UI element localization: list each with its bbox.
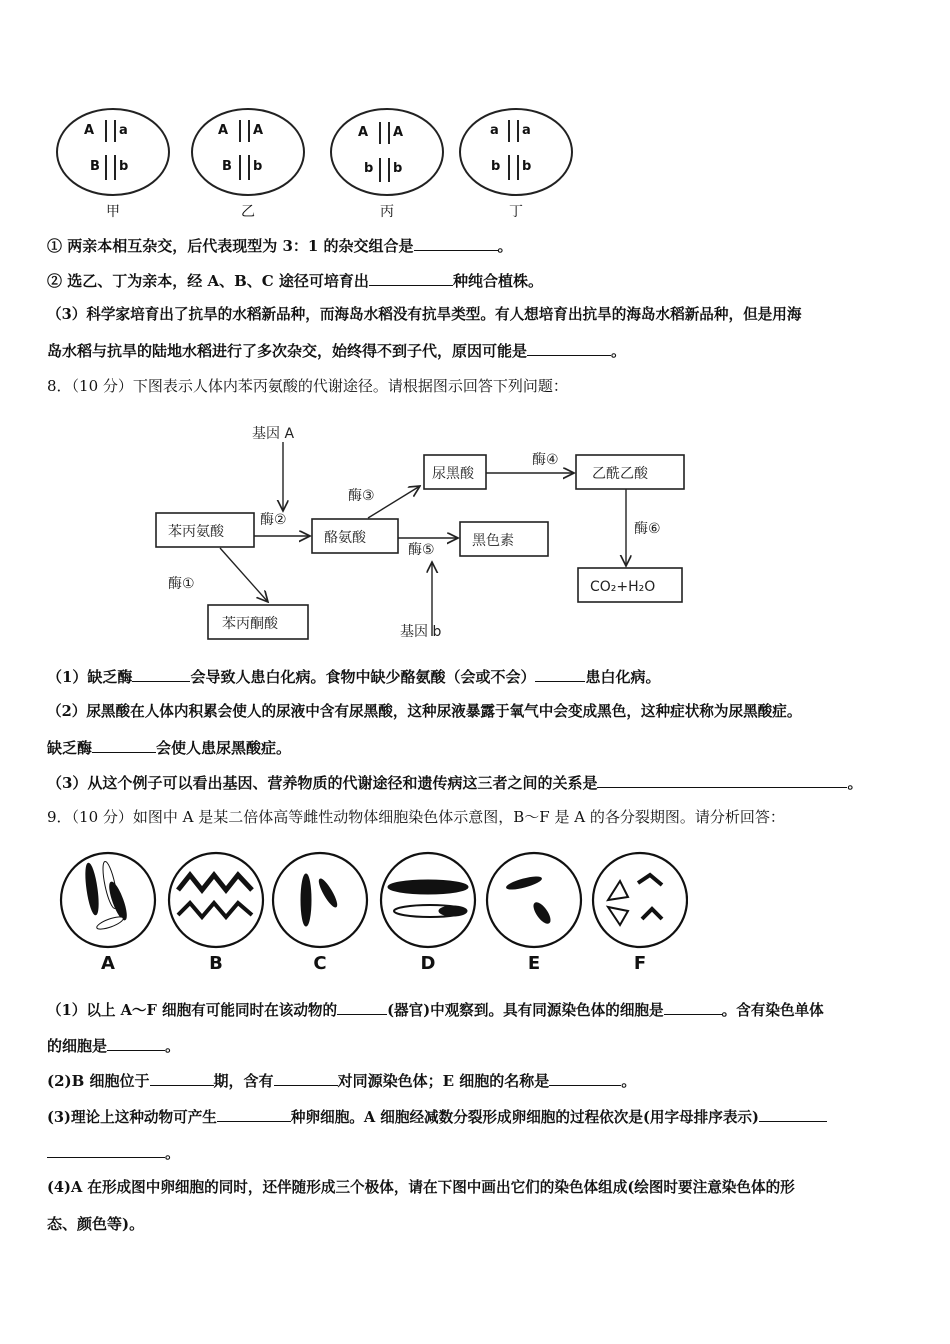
q8-q1-a: （1）缺乏酶 <box>47 668 133 686</box>
q9-q1-b: (器官)中观察到。具有同源染色体的细胞是 <box>387 1002 664 1019</box>
q9-title <box>47 807 785 827</box>
q8-q3 <box>47 773 862 793</box>
cell4-top-left: a <box>490 123 499 138</box>
q9-q1-e: 。 <box>165 1037 181 1055</box>
cell-label-f: F <box>633 953 647 974</box>
label-co2: CO₂+H₂O <box>590 579 656 595</box>
answer-blank[interactable] <box>414 236 498 251</box>
label-ppa: 苯丙酮酸 <box>222 616 278 632</box>
label-hga: 尿黑酸 <box>432 466 474 482</box>
answer-blank[interactable] <box>535 667 585 682</box>
answer-blank[interactable] <box>132 667 190 682</box>
cell3-top-left: A <box>358 125 369 140</box>
q9-q2 <box>47 1071 636 1091</box>
q7-line1 <box>47 236 513 256</box>
q7-l1-text: ① 两亲本相互杂交，后代表现型为 3：1 的杂交组合是 <box>47 237 414 255</box>
cell1-bottom-left: B <box>90 159 100 174</box>
q9-q3-c: 。 <box>165 1144 181 1162</box>
q8-q1-c: 患白化病。 <box>585 668 661 686</box>
cell4-top-right: a <box>522 123 531 138</box>
cell3-bottom-left: b <box>364 161 374 176</box>
q9-q3-a: (3)理论上这种动物可产生 <box>47 1109 217 1126</box>
cell4-caption: 丁 <box>509 204 523 220</box>
q8-q2a: （2）尿黑酸在人体内积累会使人的尿液中含有尿黑酸，这种尿液暴露于氧气中会变成黑色，这种症状称为尿黑酸症。 <box>47 703 802 720</box>
cell4-bottom-right: b <box>522 159 532 174</box>
answer-blank[interactable] <box>664 1000 722 1015</box>
label-e3: 酶③ <box>348 488 375 504</box>
q7-l2-text: ② 选乙、丁为亲本，经 A、B、C 途径可培育出 <box>47 272 369 290</box>
q7-l4-end: 。 <box>611 342 627 360</box>
answer-blank[interactable] <box>369 271 453 286</box>
q8-q3-b: 。 <box>847 774 863 792</box>
q9-q2-d: 。 <box>621 1072 637 1090</box>
cell3-top-right: A <box>393 125 404 140</box>
answer-blank[interactable] <box>337 1000 387 1015</box>
cell-division-figure <box>58 845 688 975</box>
phenylalanine-pathway-diagram <box>150 418 695 648</box>
answer-blank[interactable] <box>92 738 156 753</box>
q9-q1-c: 。含有染色单体 <box>721 1002 824 1019</box>
q8-q2-b: 缺乏酶 <box>47 739 93 757</box>
cell2-caption: 乙 <box>241 204 255 220</box>
cell-label-e: E <box>527 953 541 974</box>
q9-q2-c: 对同源染色体；E 细胞的名称是 <box>337 1072 550 1090</box>
label-e4: 酶④ <box>532 452 559 468</box>
arrow-tyr-hga <box>368 486 420 518</box>
q7-line2 <box>47 271 543 291</box>
q8-q3-a: （3）从这个例子可以看出基因、营养物质的代谢途径和遗传病这三者之间的关系是 <box>47 774 598 792</box>
cell-label-a: A <box>101 953 115 974</box>
q7-l2-end: 种纯合植株。 <box>452 272 543 290</box>
answer-blank[interactable] <box>217 1107 291 1122</box>
label-e5: 酶⑤ <box>408 542 435 558</box>
cell2-bottom-right: b <box>253 159 263 174</box>
q9-q1b <box>47 1036 180 1056</box>
label-phe: 苯丙氨酸 <box>168 524 224 540</box>
q9-q1a <box>47 1000 824 1021</box>
genotype-cells-figure <box>50 100 590 222</box>
cell3-caption: 丙 <box>380 204 394 220</box>
q9-q4a: (4)A 在形成图中卵细胞的同时，还伴随形成三个极体，请在下图中画出它们的染色体组成(绘图时要注意染色体的形 <box>47 1179 795 1196</box>
arrow-phe-ppa <box>220 548 268 602</box>
cell4-bottom-left: b <box>491 159 501 174</box>
answer-blank[interactable] <box>527 341 611 356</box>
q9-q2-a: (2)B 细胞位于 <box>47 1072 150 1090</box>
answer-blank[interactable] <box>47 1143 165 1158</box>
q9-q1-a: （1）以上 A～F 细胞有可能同时在该动物的 <box>47 1002 338 1019</box>
label-e6: 酶⑥ <box>634 521 661 537</box>
label-melanin: 黑色素 <box>472 533 514 549</box>
cell2-top-right: A <box>253 123 264 138</box>
cell1-top-right: a <box>119 123 128 138</box>
q8-q1-b: 会导致人患白化病。食物中缺少酪氨酸（会或不会） <box>190 668 536 686</box>
cell3-bottom-right: b <box>393 161 403 176</box>
q8-title: 8．（10 分）下图表示人体内苯丙氨酸的代谢途径。请根据图示回答下列问题： <box>47 377 568 395</box>
label-gene-b: 基因 b <box>400 624 442 640</box>
q7-l4-text: 岛水稻与抗旱的陆地水稻进行了多次杂交，始终得不到子代，原因可能是 <box>47 342 528 360</box>
cell-label-d: D <box>420 953 436 974</box>
q8-q1 <box>47 667 660 687</box>
q9-q3-cont <box>47 1143 180 1163</box>
label-e2: 酶② <box>260 512 287 528</box>
answer-blank[interactable] <box>597 773 847 788</box>
q9-q2-b: 期，含有 <box>213 1072 274 1090</box>
cell2-top-left: A <box>218 123 229 138</box>
cell1-bottom-right: b <box>119 159 129 174</box>
answer-blank[interactable] <box>274 1071 338 1086</box>
answer-blank[interactable] <box>759 1107 827 1122</box>
q7-l1-end: 。 <box>497 237 513 255</box>
cell1-top-left: A <box>84 123 95 138</box>
cell-label-c: C <box>313 953 327 974</box>
q8-q2b <box>47 738 291 758</box>
answer-blank[interactable] <box>549 1071 621 1086</box>
q9-q4b: 态、颜色等)。 <box>47 1215 145 1233</box>
label-tyr: 酪氨酸 <box>324 530 366 546</box>
label-e1: 酶① <box>168 576 195 592</box>
q7-line4 <box>47 341 626 361</box>
cell1-caption: 甲 <box>106 204 120 220</box>
answer-blank[interactable] <box>150 1071 214 1086</box>
label-gene-a: 基因 A <box>252 426 295 442</box>
q9-q3 <box>47 1107 827 1128</box>
cell-label-b: B <box>209 953 223 974</box>
q8-q2-c: 会使人患尿黑酸症。 <box>156 739 292 757</box>
cell2-bottom-left: B <box>222 159 232 174</box>
answer-blank[interactable] <box>107 1036 165 1051</box>
label-aaa: 乙酰乙酸 <box>592 466 648 482</box>
q9-q3-b: 种卵细胞。A 细胞经减数分裂形成卵细胞的过程依次是(用字母排序表示) <box>290 1109 759 1126</box>
q9-title-text: 9．（10 分）如图中 A 是某二倍体高等雌性动物体细胞染色体示意图，B～F 是 A 的各分裂期图。请分析回答： <box>47 808 785 826</box>
q7-line3: （3）科学家培育出了抗旱的水稻新品种，而海岛水稻没有抗旱类型。有人想培育出抗旱的海岛水稻新品种，但是用海 <box>47 306 802 323</box>
q9-q1-d: 的细胞是 <box>47 1037 108 1055</box>
